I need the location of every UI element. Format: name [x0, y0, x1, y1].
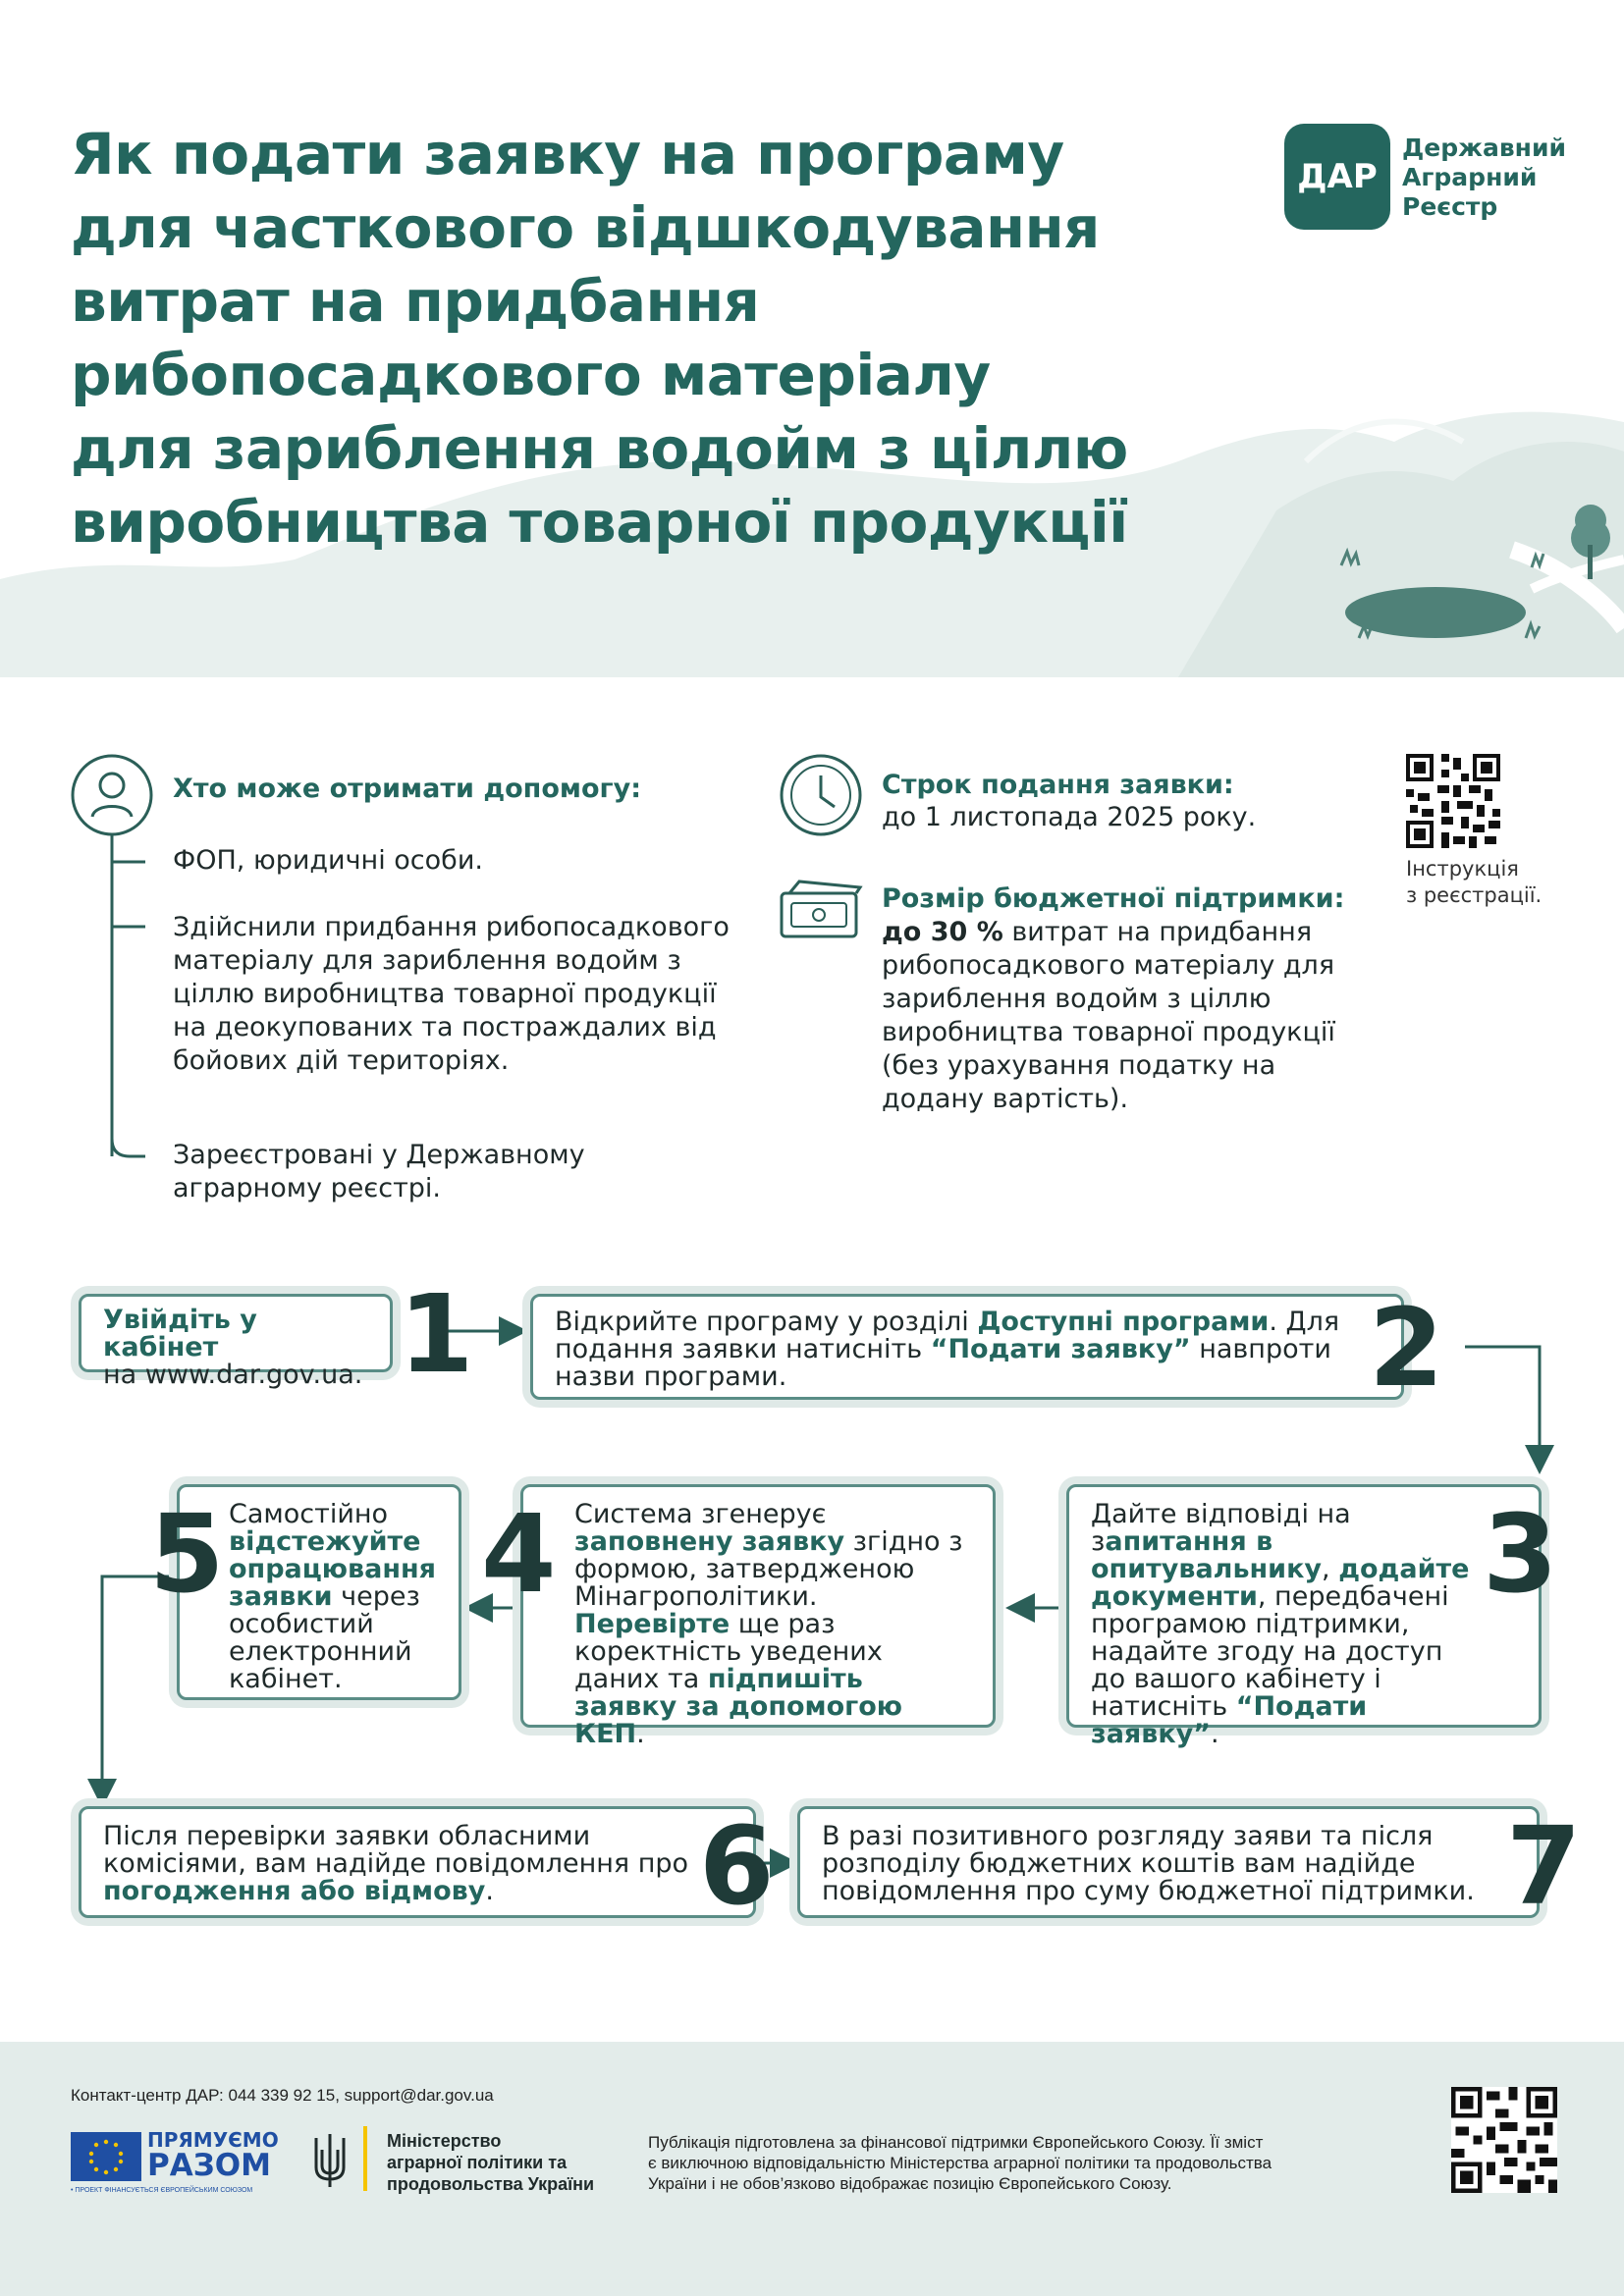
partner-logo-note: • ПРОЕКТ ФІНАНСУЄТЬСЯ ЄВРОПЕЙСЬКИМ СОЮЗОМ: [71, 2187, 253, 2194]
eu-partner-logo: [71, 2128, 279, 2185]
step-run: на www.dar.gov.ua.: [103, 1360, 363, 1390]
qr-caption: [1406, 856, 1542, 909]
step-text: [822, 1821, 1475, 1906]
title-line: витрат на придбання: [71, 268, 760, 335]
step-text: [555, 1307, 1339, 1392]
step-text: [103, 1305, 362, 1390]
step-number: 3: [1483, 1491, 1558, 1617]
step-run: .: [1211, 1719, 1219, 1749]
step-number: 2: [1369, 1285, 1444, 1411]
title-line: Як подати заявку на програму: [71, 121, 1064, 187]
step-highlight: Доступні програми: [977, 1307, 1270, 1337]
eu-flag-icon: [71, 2132, 141, 2181]
logo-line: Аграрний: [1402, 163, 1538, 191]
step-highlight: “Подати заявку”: [930, 1334, 1191, 1364]
page-title: [71, 118, 1229, 560]
step-highlight: додайте документи: [1091, 1554, 1470, 1612]
ministry-name: [387, 2130, 594, 2195]
step-text: [103, 1821, 688, 1906]
step-card-6: [79, 1806, 756, 1918]
title-line: для зариблення водойм з ціллю: [71, 415, 1128, 482]
banknote-icon: [776, 878, 864, 946]
step-highlight: “Подати заявку”: [1091, 1691, 1368, 1749]
qr-code[interactable]: [1406, 754, 1500, 848]
contact-line: Контакт-центр ДАР: 044 339 92 15, support@dar.gov.ua: [71, 2086, 494, 2105]
step-card-2: [530, 1294, 1404, 1400]
dar-logo-text: [1402, 133, 1598, 222]
step-highlight: заповнену заявку: [574, 1526, 845, 1557]
step-run: Дайте відповіді на з: [1091, 1499, 1351, 1557]
disclaimer-line: Публікація підготовлена за фінансової підтримки Європейського Союзу. Її зміст: [648, 2133, 1264, 2152]
partner-logo-line: ПРЯМУЄМО: [147, 2128, 279, 2152]
step-text: [574, 1499, 962, 1749]
step-highlight: апитання в опитувальнику: [1091, 1526, 1323, 1584]
step-run: .: [485, 1876, 494, 1906]
step-text: [1091, 1499, 1469, 1749]
eu-disclaimer: [648, 2132, 1434, 2194]
step-highlight: відстежуйте опрацювання заявки: [229, 1526, 436, 1612]
step-number: 1: [399, 1271, 474, 1397]
step-run: В разі позитивного розгляду заяви та після розподілу бюджетних коштів вам надійде повідомлення про суму бюджетної підтримки.: [822, 1821, 1475, 1906]
eligibility-item: Зареєстровані у Державному аграрному реєстрі.: [173, 1140, 585, 1203]
step-run: .: [636, 1719, 645, 1749]
eligibility-heading: Хто може отримати допомогу:: [173, 774, 641, 804]
disclaimer-line: України і не обов’язково відображає позицію Європейського Союзу.: [648, 2174, 1172, 2193]
step-number: 5: [149, 1491, 225, 1617]
title-line: для часткового відшкодування: [71, 194, 1100, 261]
step-highlight: підпишіть заявку за допомогою КЕП: [574, 1664, 903, 1749]
disclaimer-line: є виключною відповідальністю Міністерства аграрної політики та продовольства: [648, 2154, 1272, 2172]
step-highlight: погодження або відмову: [103, 1876, 486, 1906]
step-highlight: Перевірте: [574, 1609, 731, 1639]
step-card-4: [520, 1484, 996, 1749]
budget-heading: Розмір бюджетної підтримки:: [882, 883, 1345, 914]
logo-line: Реєстр: [1402, 192, 1498, 221]
eligibility-item: ФОП, юридичні особи.: [173, 845, 483, 876]
step-run: Самостійно: [229, 1499, 389, 1529]
ministry-line: аграрної політики та: [387, 2153, 568, 2172]
budget-description: витрат на придбання рибопосадкового матеріалу для зариблення водойм з ціллю виробництва товарної продукції (без урахування податку на додану вартість).: [882, 917, 1335, 1114]
trident-icon: [310, 2130, 350, 2191]
partner-logo-line: РАЗОМ: [147, 2148, 271, 2183]
qr-caption-line: з реєстрації.: [1406, 883, 1543, 907]
budget-text: [882, 916, 1353, 1116]
logo-mark: ДАР: [1297, 157, 1378, 196]
footer-qr-code[interactable]: [1451, 2087, 1557, 2193]
step-number: 6: [699, 1803, 775, 1929]
step-highlight: Увійдіть у кабінет: [103, 1305, 257, 1362]
step-run: Система згенерує: [574, 1499, 827, 1529]
step-run: , передбачені програмою підтримки, надайте згоду на доступ до вашого кабінету і натисніть: [1091, 1581, 1449, 1722]
title-line: виробництва товарної продукції: [71, 489, 1128, 556]
logo-line: Державний: [1402, 133, 1566, 162]
step-card-1: [79, 1294, 393, 1390]
step-run: ,: [1322, 1554, 1339, 1584]
step-card-7: [797, 1806, 1540, 1918]
ministry-line: Міністерство: [387, 2131, 502, 2151]
step-run: навпроти назви програми.: [555, 1334, 1331, 1392]
budget-percent: до 30 %: [882, 917, 1003, 947]
step-run: через особистий електронний кабінет.: [229, 1581, 420, 1694]
ministry-line: продовольства України: [387, 2174, 595, 2194]
deadline-text: до 1 листопада 2025 року.: [882, 802, 1257, 832]
step-run: ще раз коректність уведених даних та: [574, 1609, 883, 1694]
step-run: Відкрийте програму у розділі: [555, 1307, 978, 1337]
clock-icon: [778, 752, 866, 840]
step-card-3: [1066, 1484, 1542, 1749]
ministry-divider: [363, 2126, 367, 2191]
eligibility-item: Здійснили придбання рибопосадкового матеріалу для зариблення водойм з ціллю виробництва товарної продукції на деокупованих та постраждалих від бойових дій територіях.: [173, 912, 730, 1076]
step-text: [229, 1499, 436, 1694]
step-run: згідно з формою, затвердженою Мінагрополітики.: [574, 1526, 963, 1612]
step-run: Після перевірки заявки обласними комісіями, вам надійде повідомлення про: [103, 1821, 689, 1879]
dar-logo: [1284, 124, 1390, 230]
title-line: рибопосадкового матеріалу: [71, 342, 991, 408]
person-icon: [69, 752, 155, 838]
step-number: 7: [1506, 1803, 1582, 1929]
step-run: . Для подання заявки натисніть: [555, 1307, 1340, 1364]
deadline-heading: Строк подання заявки:: [882, 770, 1234, 800]
step-number: 4: [481, 1491, 557, 1617]
qr-caption-line: Інструкція: [1406, 857, 1519, 881]
